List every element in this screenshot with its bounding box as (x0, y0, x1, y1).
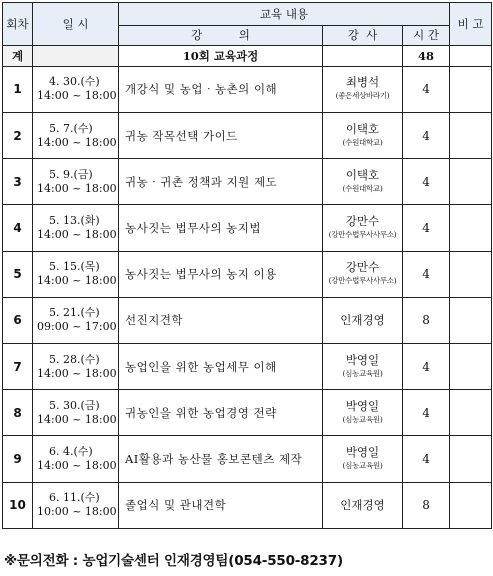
lecture-title: 개강식 및 농업‧농촌의 이해 (119, 66, 323, 112)
remarks-cell (450, 112, 492, 158)
table-row (3, 205, 492, 251)
table-row (3, 251, 492, 297)
instructor-name: 인재경영 (340, 497, 385, 512)
session-date: 5. 7.(수) (49, 121, 93, 135)
remarks-cell (450, 344, 492, 390)
session-hours: 4 (403, 390, 450, 436)
remarks-cell (450, 251, 492, 297)
session-time: 09:00 ~ 17:00 (37, 320, 117, 334)
instructor-cell (323, 159, 403, 205)
instructor-cell (323, 66, 403, 112)
instructor-affiliation: (강만수법무사사무소) (328, 229, 397, 239)
session-date: 5. 9.(금) (49, 167, 93, 181)
remarks-cell (450, 66, 492, 112)
instructor-cell (323, 251, 403, 297)
table-row (3, 66, 492, 112)
instructor-cell (323, 297, 403, 343)
session-date: 5. 28.(수) (49, 352, 100, 366)
header-content: 교육 내용 (119, 3, 450, 26)
session-datetime (33, 482, 119, 528)
header-instructor: 강 사 (323, 25, 403, 46)
instructor-name: 박영일 (345, 445, 380, 460)
remarks-cell (450, 390, 492, 436)
instructor-affiliation: (좋은세상바라기) (335, 91, 390, 101)
table-row (3, 297, 492, 343)
remarks-cell (450, 159, 492, 205)
session-datetime (33, 251, 119, 297)
instructor-affiliation: (수원대학교) (342, 137, 383, 147)
instructor-name: 이택호 (345, 121, 380, 136)
instructor-name: 강만수 (345, 213, 380, 228)
contact-footer: ※문의전화 : 농업기술센터 인재경영팀(054-550-8237) (4, 553, 343, 569)
session-datetime (33, 112, 119, 158)
table-row (3, 344, 492, 390)
total-summary: 10회 교육과정 (119, 46, 323, 67)
instructor-affiliation: (수원대학교) (342, 183, 383, 193)
lecture-title: 농업인을 위한 농업세무 이해 (119, 344, 323, 390)
schedule-rows (3, 66, 492, 528)
session-datetime (33, 297, 119, 343)
session-date: 4. 30.(수) (49, 75, 100, 89)
table-row (3, 482, 492, 528)
session-date: 5. 15.(목) (49, 260, 100, 274)
lecture-title: 귀농 작목선택 가이드 (119, 112, 323, 158)
session-time: 14:00 ~ 18:00 (37, 412, 117, 426)
round-number: 6 (3, 297, 33, 343)
session-hours: 4 (403, 251, 450, 297)
table-row (3, 112, 492, 158)
round-number: 4 (3, 205, 33, 251)
table-row (3, 436, 492, 482)
round-number: 3 (3, 159, 33, 205)
session-hours: 4 (403, 436, 450, 482)
round-number: 9 (3, 436, 33, 482)
session-date: 5. 21.(수) (49, 306, 100, 320)
instructor-affiliation: (심농교육원) (342, 461, 383, 471)
session-datetime (33, 205, 119, 251)
session-datetime (33, 159, 119, 205)
instructor-affiliation: (심농교육원) (342, 368, 383, 378)
session-hours: 8 (403, 482, 450, 528)
session-time: 14:00 ~ 18:00 (37, 227, 117, 241)
session-hours: 4 (403, 112, 450, 158)
round-number: 1 (3, 66, 33, 112)
instructor-cell (323, 344, 403, 390)
round-number: 10 (3, 482, 33, 528)
session-time: 14:00 ~ 18:00 (37, 366, 117, 380)
session-time: 14:00 ~ 18:00 (37, 135, 117, 149)
table-row (3, 390, 492, 436)
session-time: 14:00 ~ 18:00 (37, 181, 117, 195)
round-number: 2 (3, 112, 33, 158)
round-number: 5 (3, 251, 33, 297)
lecture-title: 귀농인을 위한 농업경영 전략 (119, 390, 323, 436)
lecture-title: 귀농‧귀촌 정책과 지원 제도 (119, 159, 323, 205)
instructor-cell (323, 390, 403, 436)
session-hours: 8 (403, 297, 450, 343)
session-time: 14:00 ~ 18:00 (37, 274, 117, 288)
instructor-cell (323, 205, 403, 251)
lecture-title: AI활용과 농산물 홍보콘텐츠 제작 (119, 436, 323, 482)
remarks-cell (450, 297, 492, 343)
session-date: 6. 11.(수) (49, 491, 100, 505)
schedule-table (2, 2, 492, 529)
instructor-affiliation: (심농교육원) (342, 414, 383, 424)
lecture-title: 선진지견학 (119, 297, 323, 343)
session-time: 14:00 ~ 18:00 (37, 89, 117, 103)
session-hours: 4 (403, 159, 450, 205)
session-time: 14:00 ~ 18:00 (37, 459, 117, 473)
session-date: 5. 30.(금) (49, 398, 100, 412)
lecture-title: 졸업식 및 관내견학 (119, 482, 323, 528)
instructor-cell (323, 112, 403, 158)
remarks-cell (450, 436, 492, 482)
header-datetime: 일 시 (33, 3, 119, 46)
session-datetime (33, 66, 119, 112)
total-blank-2 (323, 46, 403, 67)
remarks-cell (450, 205, 492, 251)
instructor-name: 박영일 (345, 352, 380, 367)
remarks-cell (450, 482, 492, 528)
session-hours: 4 (403, 205, 450, 251)
total-blank-1 (33, 46, 119, 67)
table-row (3, 159, 492, 205)
lecture-title: 농사짓는 법무사의 농지 이용 (119, 251, 323, 297)
session-hours: 4 (403, 344, 450, 390)
total-blank-3 (450, 46, 492, 67)
lecture-title: 농사짓는 법무사의 농지법 (119, 205, 323, 251)
total-hours: 48 (403, 46, 450, 67)
session-hours: 4 (403, 66, 450, 112)
session-time: 10:00 ~ 18:00 (37, 505, 117, 519)
header-lecture: 강 의 (119, 25, 323, 46)
session-date: 6. 4.(수) (49, 445, 93, 459)
session-datetime (33, 344, 119, 390)
round-number: 8 (3, 390, 33, 436)
total-row (3, 46, 492, 67)
header-row-1 (3, 3, 492, 26)
session-date: 5. 13.(화) (49, 213, 100, 227)
round-number: 7 (3, 344, 33, 390)
total-label: 계 (3, 46, 33, 67)
instructor-name: 강만수 (345, 260, 380, 275)
instructor-affiliation: (강만수법무사사무소) (328, 276, 397, 286)
instructor-name: 인재경영 (340, 312, 385, 327)
header-remarks: 비 고 (450, 3, 492, 46)
instructor-name: 박영일 (345, 398, 380, 413)
header-round: 회차 (3, 3, 33, 46)
session-datetime (33, 436, 119, 482)
instructor-name: 최병석 (345, 75, 380, 90)
instructor-name: 이택호 (345, 167, 380, 182)
instructor-cell (323, 482, 403, 528)
instructor-cell (323, 436, 403, 482)
session-datetime (33, 390, 119, 436)
header-hours: 시 간 (403, 25, 450, 46)
